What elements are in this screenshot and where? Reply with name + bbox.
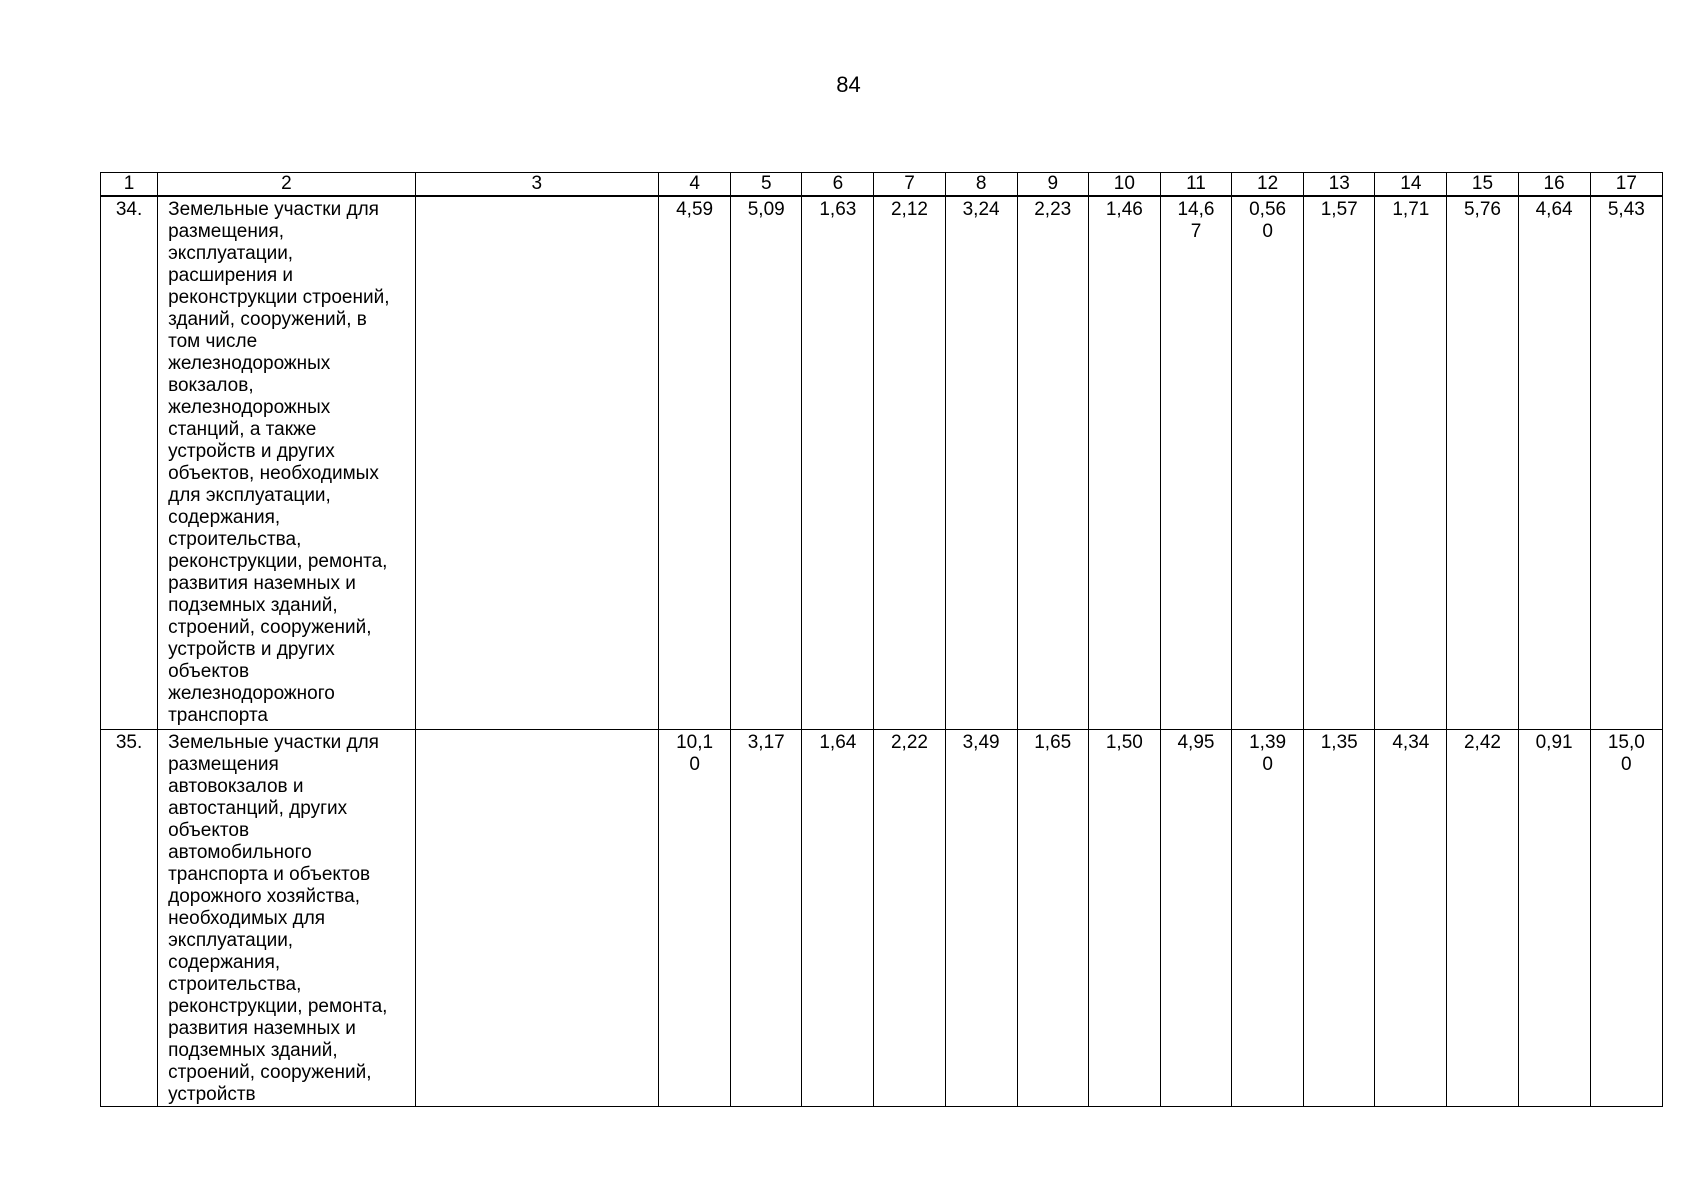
table-row <box>101 196 1663 730</box>
header-row <box>101 173 1663 197</box>
row-value: 5,43 <box>1590 196 1662 730</box>
row-value: 0,91 <box>1518 730 1590 1107</box>
row-value: 2,42 <box>1447 730 1518 1107</box>
row-value: 1,64 <box>802 730 874 1107</box>
column-header: 16 <box>1518 173 1590 197</box>
row-value: 1,39 0 <box>1232 730 1304 1107</box>
column-header: 1 <box>101 173 158 197</box>
row-value: 14,6 7 <box>1160 196 1231 730</box>
row-number: 35. <box>101 730 158 1107</box>
row-value: 1,46 <box>1088 196 1160 730</box>
row-value: 4,95 <box>1160 730 1231 1107</box>
row-value: 0,56 0 <box>1232 196 1304 730</box>
column-header: 14 <box>1375 173 1447 197</box>
data-table-container <box>100 172 1663 1107</box>
row-col3 <box>415 730 658 1107</box>
row-value: 4,59 <box>659 196 731 730</box>
column-header: 12 <box>1232 173 1304 197</box>
row-value: 10,1 0 <box>659 730 731 1107</box>
column-header: 17 <box>1590 173 1662 197</box>
row-value: 3,17 <box>731 730 802 1107</box>
row-value: 3,49 <box>945 730 1017 1107</box>
row-value: 1,63 <box>802 196 874 730</box>
column-header: 7 <box>874 173 945 197</box>
row-col3 <box>415 196 658 730</box>
page-number: 84 <box>836 72 861 97</box>
column-header: 5 <box>731 173 802 197</box>
column-header: 9 <box>1017 173 1088 197</box>
column-header: 4 <box>659 173 731 197</box>
row-description: Земельные участки для размещения автовокзалов и автостанций, других объектов автомобильного транспорта и объектов дорожного хозяйства, необходимых для эксплуатации, содержания, строительства, реконструкции, ремонта, развития наземных и подземных зданий, строений, сооружений, устройств <box>158 730 415 1107</box>
column-header: 10 <box>1088 173 1160 197</box>
row-description: Земельные участки для размещения, эксплуатации, расширения и реконструкции строений, зданий, сооружений, в том числе железнодорожных вокзалов, железнодорожных станций, а также устройств и других объектов, необходимых для эксплуатации, содержания, строительства, реконструкции, ремонта, развития наземных и подземных зданий, строений, сооружений, устройств и других объектов железнодорожного транспорта <box>158 196 415 730</box>
row-value: 2,12 <box>874 196 945 730</box>
column-header: 15 <box>1447 173 1518 197</box>
row-value: 5,09 <box>731 196 802 730</box>
row-value: 5,76 <box>1447 196 1518 730</box>
row-value: 1,35 <box>1304 730 1375 1107</box>
row-value: 1,57 <box>1304 196 1375 730</box>
column-header: 13 <box>1304 173 1375 197</box>
row-value: 3,24 <box>945 196 1017 730</box>
row-value: 1,50 <box>1088 730 1160 1107</box>
column-header: 3 <box>415 173 658 197</box>
row-value: 2,23 <box>1017 196 1088 730</box>
row-value: 4,64 <box>1518 196 1590 730</box>
row-value: 1,65 <box>1017 730 1088 1107</box>
column-header: 11 <box>1160 173 1231 197</box>
data-table <box>100 172 1663 1107</box>
column-header: 6 <box>802 173 874 197</box>
row-number: 34. <box>101 196 158 730</box>
row-value: 15,0 0 <box>1590 730 1662 1107</box>
row-value: 4,34 <box>1375 730 1447 1107</box>
column-header: 8 <box>945 173 1017 197</box>
row-value: 2,22 <box>874 730 945 1107</box>
column-header: 2 <box>158 173 415 197</box>
row-value: 1,71 <box>1375 196 1447 730</box>
table-row <box>101 730 1663 1107</box>
